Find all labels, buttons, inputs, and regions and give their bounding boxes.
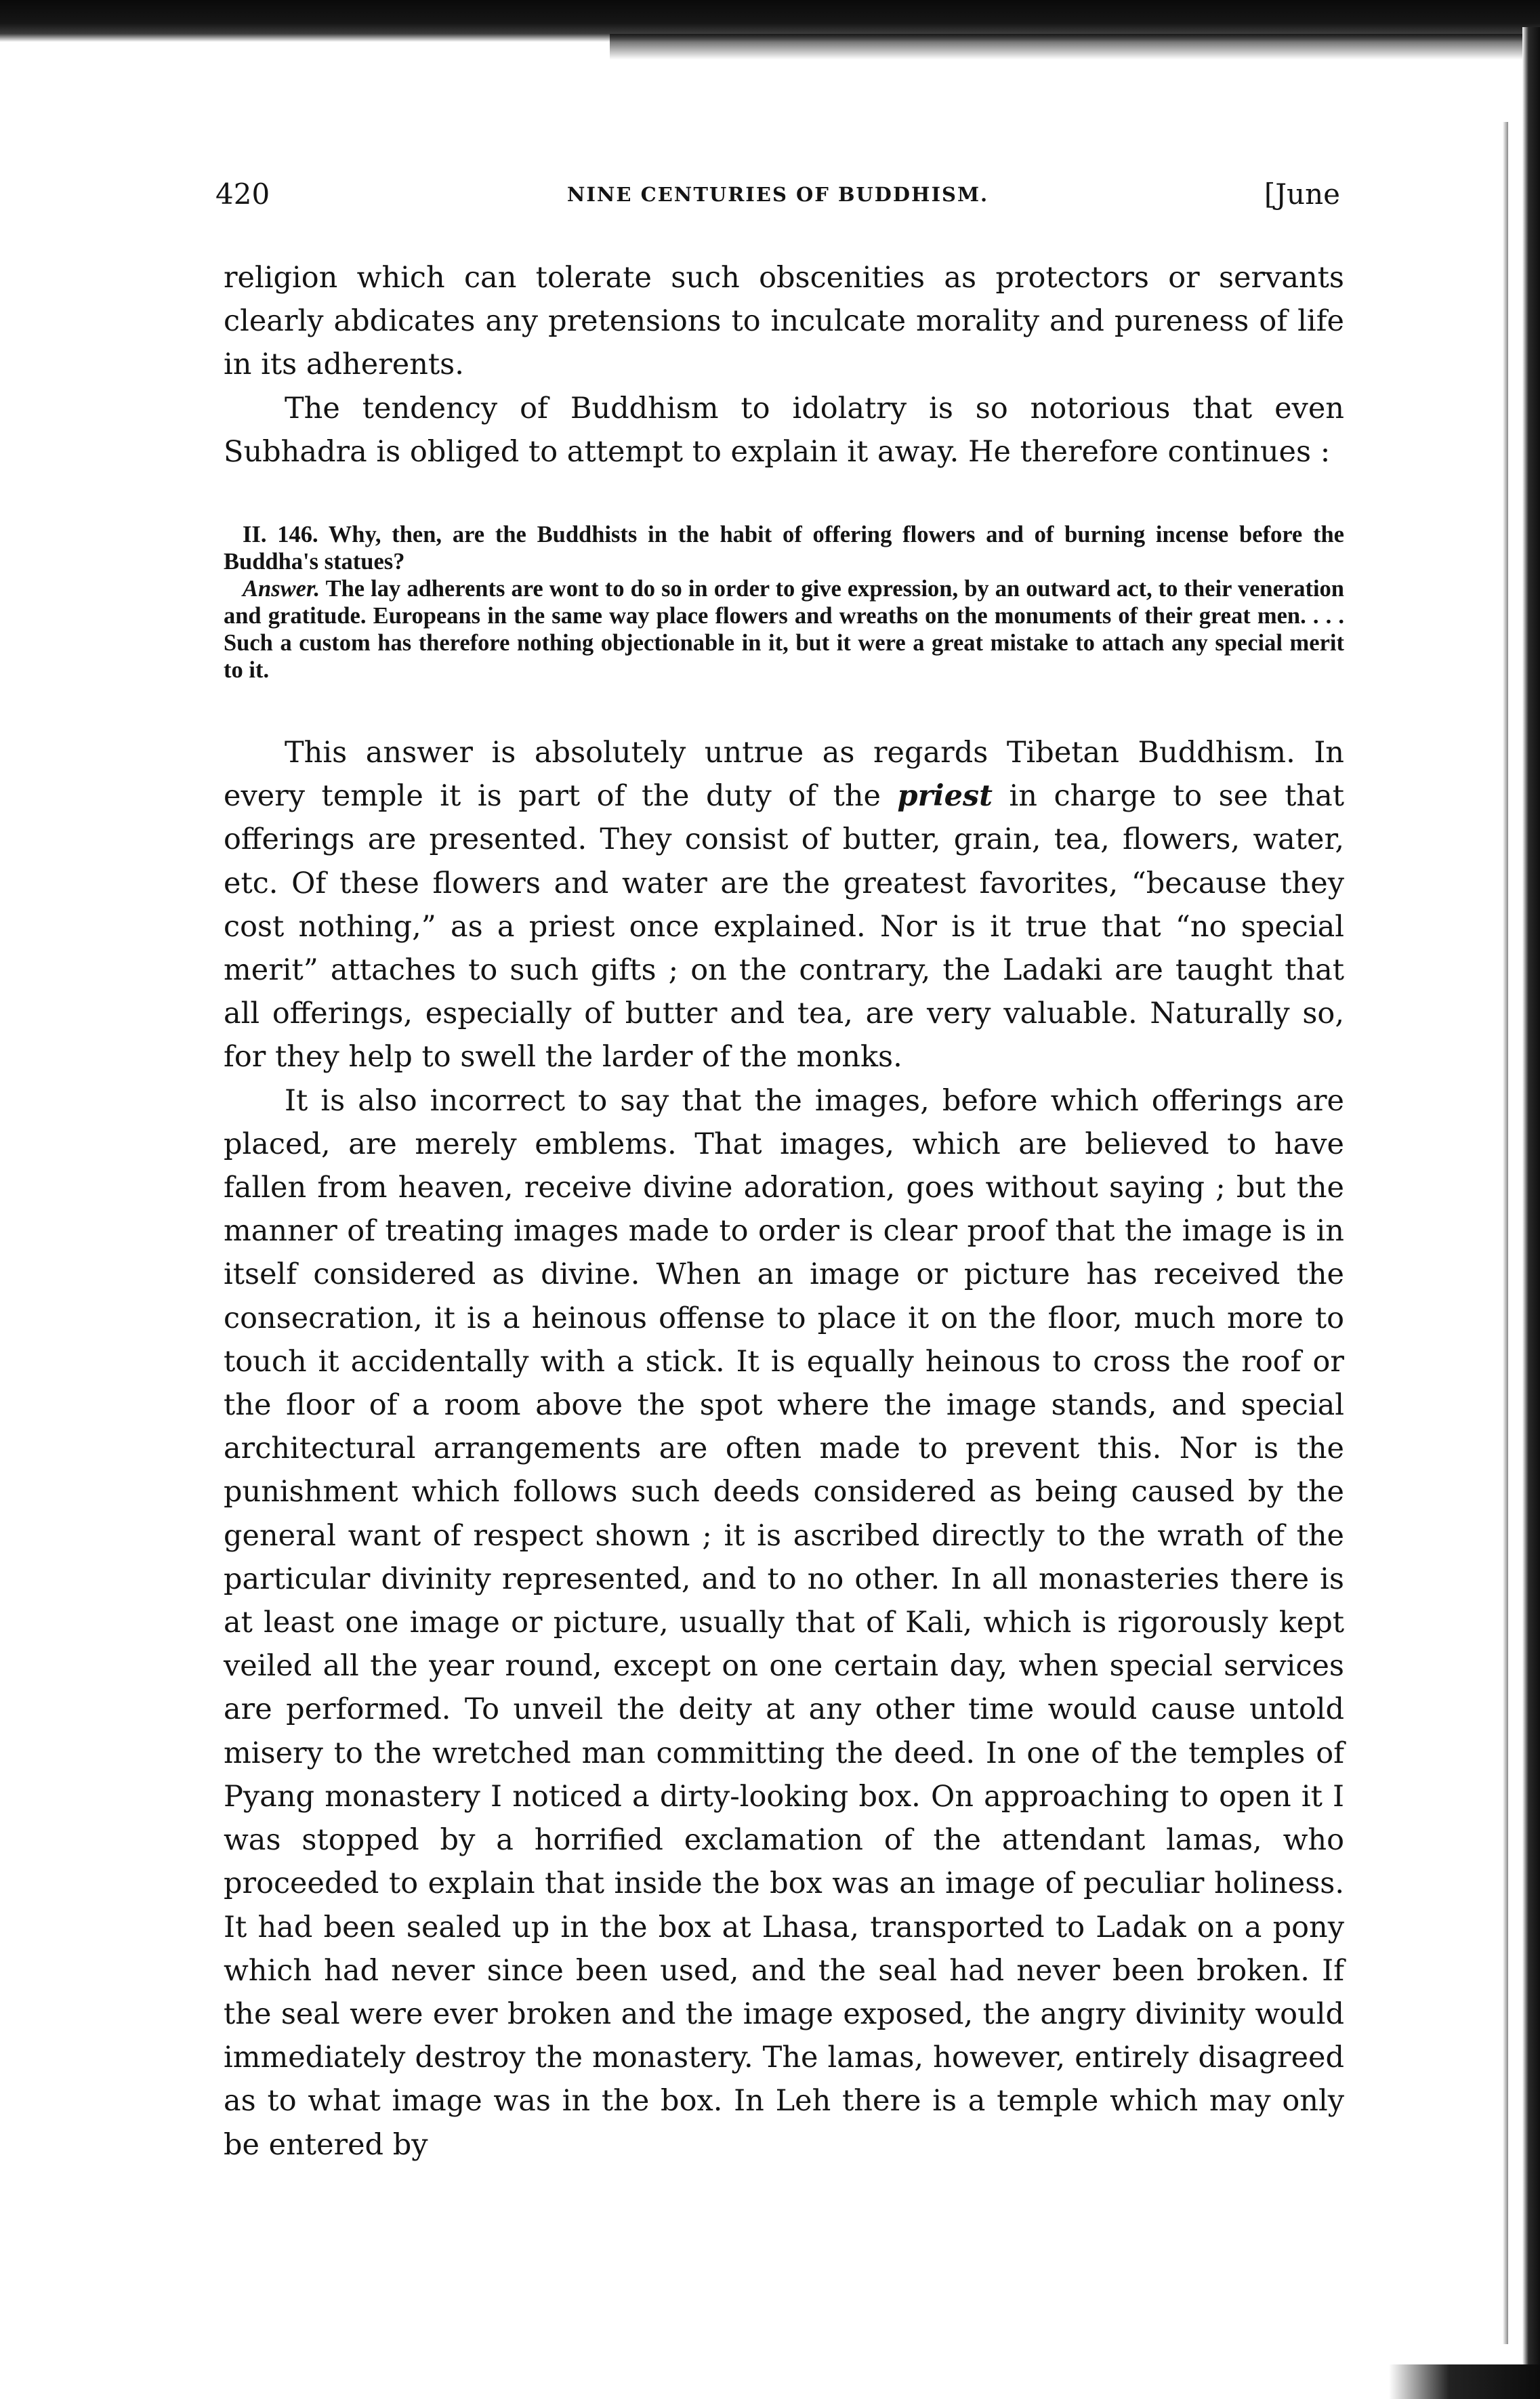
scan-edge-bottom — [1389, 2364, 1540, 2399]
paragraph-4-emphasis: priest — [897, 779, 993, 814]
paragraph-5: It is also incorrect to say that the images, before which offerings are placed, are merely emblems. That images, which are believed to have fallen from heaven, receive divine adoration, goes without saying ; but the manner of treating images made to order is clear proof that the image is in itself considered as divine. When an image or picture has received the consecration, it is a heinous offense to place it on the floor, much more to touch it accidentally with a stick. It is equally heinous to cross the roof or the floor of a room above the spot where the image stands, and special architectural arrangements are often made to prevent this. Nor is the punishment which follows such deeds considered as being caused by the general want of respect shown ; it is ascribed directly to the wrath of the particular divinity represented, and to no other. In all monasteries there is at least one image or picture, usually that of Kali, which is rigorously kept veiled all the year round, except on one certain day, when special services are performed. To unveil the deity at any other time would cause untold misery to the wretched man committing the deed. In one of the temples of Pyang monastery I noticed a dirty-looking box. On approaching to open it I was stopped by a horrified exclamation of the attendant lamas, who proceeded to explain that inside the box was an image of peculiar holiness. It had been sealed up in the box at Lhasa, transported to Ladak on a pony which had never since been used, and the seal had never been broken. If the seal were ever broken and the image exposed, the angry divinity would immediately destroy the monastery. The lamas, however, entirely disagreed as to what image was in the box. In Leh there is a temple which may only be entered by — [224, 1083, 1344, 2162]
page-header — [215, 178, 1340, 218]
running-title: NINE CENTURIES OF BUDDHISM. — [566, 183, 989, 206]
scan-edge-top-taper — [610, 34, 1540, 60]
quote-answer-label: Answer. — [243, 576, 320, 602]
paragraph-4 — [224, 731, 1344, 1079]
block-quote — [224, 521, 1344, 684]
quote-answer — [224, 575, 1344, 684]
paragraph-1: religion which can tolerate such obscenities as protectors or servants clearly abdicates any pretensions to inculcate morality and pureness of life in its adherents. — [224, 261, 1344, 382]
paragraph-2: The tendency of Buddhism to idolatry is so notorious that even Subhadra is obliged to attempt to explain it away. He therefore continues : — [224, 391, 1344, 469]
scan-edge-right-shadow — [1503, 122, 1508, 2344]
paragraph-4-part-1: This answer is absolutely untrue as regards Tibetan Buddhism. In every temple it is part of the duty of the — [224, 736, 1344, 814]
scan-edge-right — [1522, 27, 1540, 2399]
quote-question: II. 146. Why, then, are the Buddhists in the habit of offering flowers and of burning incense before the Buddha's statues? — [224, 522, 1344, 575]
paragraph-4-part-2: in charge to see that offerings are presented. They consist of butter, grain, tea, flowers, water, etc. Of these flowers and water are the greatest favorites, “because they cost nothing,” as a priest once explained. Nor is it true that “no special merit” attaches to such gifts ; on the contrary, the Ladaki are taught that all offerings, especially of butter and tea, are very valuable. Naturally so, for they help to swell the larder of the monks. — [224, 779, 1344, 1075]
quote-answer-text: The lay adherents are wont to do so in order to give expression, by an outward act, to their veneration and gratitude. Europeans in the same way place flowers and wreaths on the monuments of their great men. . . . Such a custom has therefore nothing objectionable in it, but it were a great mistake to attach any special merit to it. — [224, 576, 1344, 684]
running-date: [June — [1264, 178, 1340, 211]
page-body — [224, 256, 1344, 2167]
page-number: 420 — [215, 178, 270, 211]
